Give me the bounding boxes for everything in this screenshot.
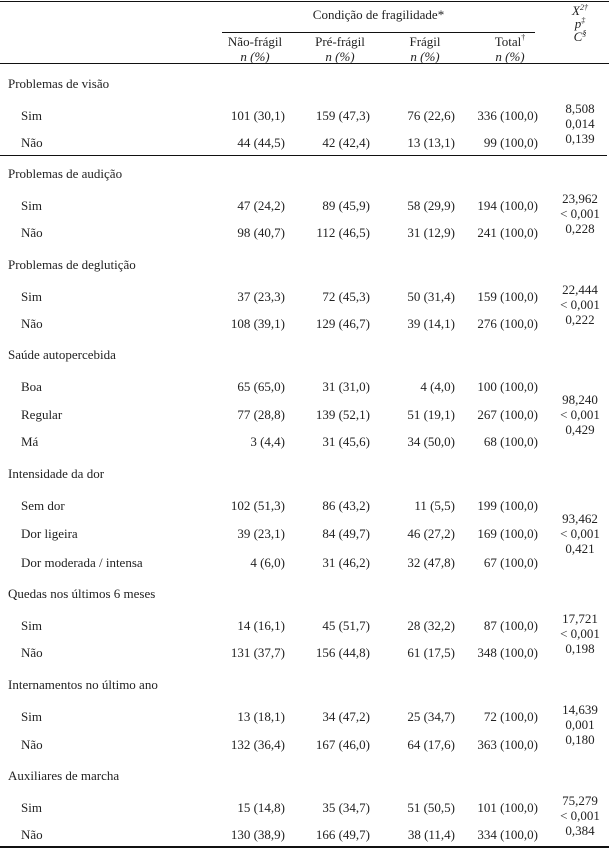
row-label: Sim <box>21 198 42 213</box>
cell-value: 4 (4,0) <box>420 379 455 394</box>
section-title: Saúde autopercebida <box>8 347 116 362</box>
cell-value: 336 (100,0) <box>477 108 538 123</box>
cell-value: 194 (100,0) <box>477 198 538 213</box>
cell-value: 15 (14,8) <box>237 800 285 815</box>
cell-value: 159 (100,0) <box>477 289 538 304</box>
cell-value: 51 (19,1) <box>407 407 455 422</box>
cell-value: 58 (29,9) <box>407 198 455 213</box>
stat-value: 22,444 <box>562 282 598 297</box>
cell-value: 32 (47,8) <box>407 555 455 570</box>
cell-value: 89 (45,9) <box>322 198 370 213</box>
cell-value: 156 (44,8) <box>315 645 370 660</box>
cell-value: 31 (12,9) <box>407 225 455 240</box>
stat-value: 93,462 <box>562 511 598 526</box>
cell-value: 51 (50,5) <box>407 800 455 815</box>
group-header-rule <box>222 32 535 33</box>
cell-value: 84 (49,7) <box>322 526 370 541</box>
cell-value: 11 (5,5) <box>414 498 455 513</box>
cell-value: 363 (100,0) <box>477 737 538 752</box>
cell-value: 46 (27,2) <box>407 526 455 541</box>
row-label: Sim <box>21 800 42 815</box>
cell-value: 348 (100,0) <box>477 645 538 660</box>
cell-value: 76 (22,6) <box>407 108 455 123</box>
stat-value: < 0,001 <box>560 206 600 221</box>
cell-value: 101 (100,0) <box>477 800 538 815</box>
cell-value: 159 (47,3) <box>315 108 370 123</box>
cell-value: 112 (46,5) <box>316 225 370 240</box>
cell-value: 37 (23,3) <box>237 289 285 304</box>
stat-value: 8,508 <box>565 101 595 116</box>
section-title: Problemas de deglutição <box>8 257 136 272</box>
section-separator-rule <box>0 155 607 156</box>
stat-value: < 0,001 <box>560 526 600 541</box>
cell-value: 31 (45,6) <box>322 434 370 449</box>
cell-value: 100 (100,0) <box>477 379 538 394</box>
cell-value: 169 (100,0) <box>477 526 538 541</box>
cell-value: 31 (46,2) <box>322 555 370 570</box>
cell-value: 39 (14,1) <box>407 316 455 331</box>
cell-value: 267 (100,0) <box>477 407 538 422</box>
row-label: Não <box>21 737 43 752</box>
cell-value: 38 (11,4) <box>407 827 455 842</box>
cell-value: 3 (4,4) <box>250 434 285 449</box>
stat-value: 0,222 <box>565 312 595 327</box>
cell-value: 64 (17,6) <box>407 737 455 752</box>
row-label: Não <box>21 135 43 150</box>
row-label: Não <box>21 645 43 660</box>
bottom-rule <box>0 846 609 848</box>
stat-value: < 0,001 <box>560 626 600 641</box>
row-label: Não <box>21 225 43 240</box>
section-title: Problemas de audição <box>8 166 123 181</box>
cell-value: 42 (42,4) <box>322 135 370 150</box>
cell-value: 39 (23,1) <box>237 526 285 541</box>
cell-value: 77 (28,8) <box>237 407 285 422</box>
cell-value: 130 (38,9) <box>230 827 285 842</box>
row-label: Não <box>21 316 43 331</box>
stat-value: < 0,001 <box>560 407 600 422</box>
stat-value: 0,180 <box>565 732 595 747</box>
cell-value: 35 (34,7) <box>322 800 370 815</box>
cell-value: 34 (50,0) <box>407 434 455 449</box>
cell-value: 86 (43,2) <box>322 498 370 513</box>
cell-value: 131 (37,7) <box>230 645 285 660</box>
row-label: Boa <box>21 379 42 394</box>
cell-value: 31 (31,0) <box>322 379 370 394</box>
cell-value: 34 (47,2) <box>322 709 370 724</box>
cell-value: 67 (100,0) <box>483 555 538 570</box>
row-label: Sim <box>21 108 42 123</box>
row-label: Dor moderada / intensa <box>21 555 143 570</box>
cell-value: 65 (65,0) <box>237 379 285 394</box>
stat-value: 98,240 <box>562 392 598 407</box>
stat-value: 0,384 <box>565 823 595 838</box>
cell-value: 4 (6,0) <box>250 555 285 570</box>
stat-value: < 0,001 <box>560 297 600 312</box>
stat-value: 0,228 <box>565 221 595 236</box>
cell-value: 72 (100,0) <box>483 709 538 724</box>
section-title: Quedas nos últimos 6 meses <box>8 586 156 601</box>
section-title: Internamentos no último ano <box>8 677 158 692</box>
cell-value: 28 (32,2) <box>407 618 455 633</box>
group-header: Condição de fragilidade* <box>312 7 445 22</box>
stat-header: $X^{2\dagger}$ p‡ C§ <box>572 3 588 44</box>
row-label: Não <box>21 827 43 842</box>
cell-value: 44 (44,5) <box>237 135 285 150</box>
cell-value: 334 (100,0) <box>477 827 538 842</box>
col-header-pre-fragil: Pré-frágil n (%) <box>315 34 365 64</box>
row-label: Sim <box>21 709 42 724</box>
stat-value: 0,139 <box>565 131 595 146</box>
stat-value: 0,001 <box>565 717 595 732</box>
section-title: Problemas de visão <box>8 76 110 91</box>
section-title: Auxiliares de marcha <box>8 768 120 783</box>
cell-value: 241 (100,0) <box>477 225 538 240</box>
cell-value: 61 (17,5) <box>407 645 455 660</box>
cell-value: 25 (34,7) <box>407 709 455 724</box>
col-header-fragil: Frágil n (%) <box>409 34 441 64</box>
row-label: Má <box>21 434 39 449</box>
stat-value: 0,198 <box>565 641 595 656</box>
stat-value: < 0,001 <box>560 808 600 823</box>
cell-value: 108 (39,1) <box>230 316 285 331</box>
row-label: Regular <box>21 407 63 422</box>
stat-value: 14,639 <box>562 702 598 717</box>
top-rule <box>0 1 609 2</box>
cell-value: 14 (16,1) <box>237 618 285 633</box>
cell-value: 199 (100,0) <box>477 498 538 513</box>
row-label: Sem dor <box>21 498 65 513</box>
row-label: Sim <box>21 618 42 633</box>
cell-value: 72 (45,3) <box>322 289 370 304</box>
section-title: Intensidade da dor <box>8 466 105 481</box>
cell-value: 50 (31,4) <box>407 289 455 304</box>
cell-value: 139 (52,1) <box>315 407 370 422</box>
cell-value: 47 (24,2) <box>237 198 285 213</box>
cell-value: 132 (36,4) <box>230 737 285 752</box>
cell-value: 13 (18,1) <box>237 709 285 724</box>
stat-value: 17,721 <box>562 611 598 626</box>
cell-value: 102 (51,3) <box>230 498 285 513</box>
stat-value: 0,014 <box>565 116 595 131</box>
stat-value: 0,421 <box>565 541 595 556</box>
cell-value: 68 (100,0) <box>483 434 538 449</box>
stat-value: 0,429 <box>565 422 595 437</box>
cell-value: 99 (100,0) <box>483 135 538 150</box>
cell-value: 13 (13,1) <box>407 135 455 150</box>
cell-value: 87 (100,0) <box>483 618 538 633</box>
cell-value: 45 (51,7) <box>322 618 370 633</box>
col-header-total: Total† n (%) <box>494 33 526 64</box>
cell-value: 166 (49,7) <box>315 827 370 842</box>
row-label: Dor ligeira <box>21 526 78 541</box>
cell-value: 129 (46,7) <box>315 316 370 331</box>
cell-value: 276 (100,0) <box>477 316 538 331</box>
stat-value: 23,962 <box>562 191 598 206</box>
cell-value: 101 (30,1) <box>230 108 285 123</box>
col-header-nao-fragil: Não-frágil n (%) <box>227 34 283 64</box>
cell-value: 98 (40,7) <box>237 225 285 240</box>
row-label: Sim <box>21 289 42 304</box>
stat-value: 75,279 <box>562 793 598 808</box>
cell-value: 167 (46,0) <box>315 737 370 752</box>
